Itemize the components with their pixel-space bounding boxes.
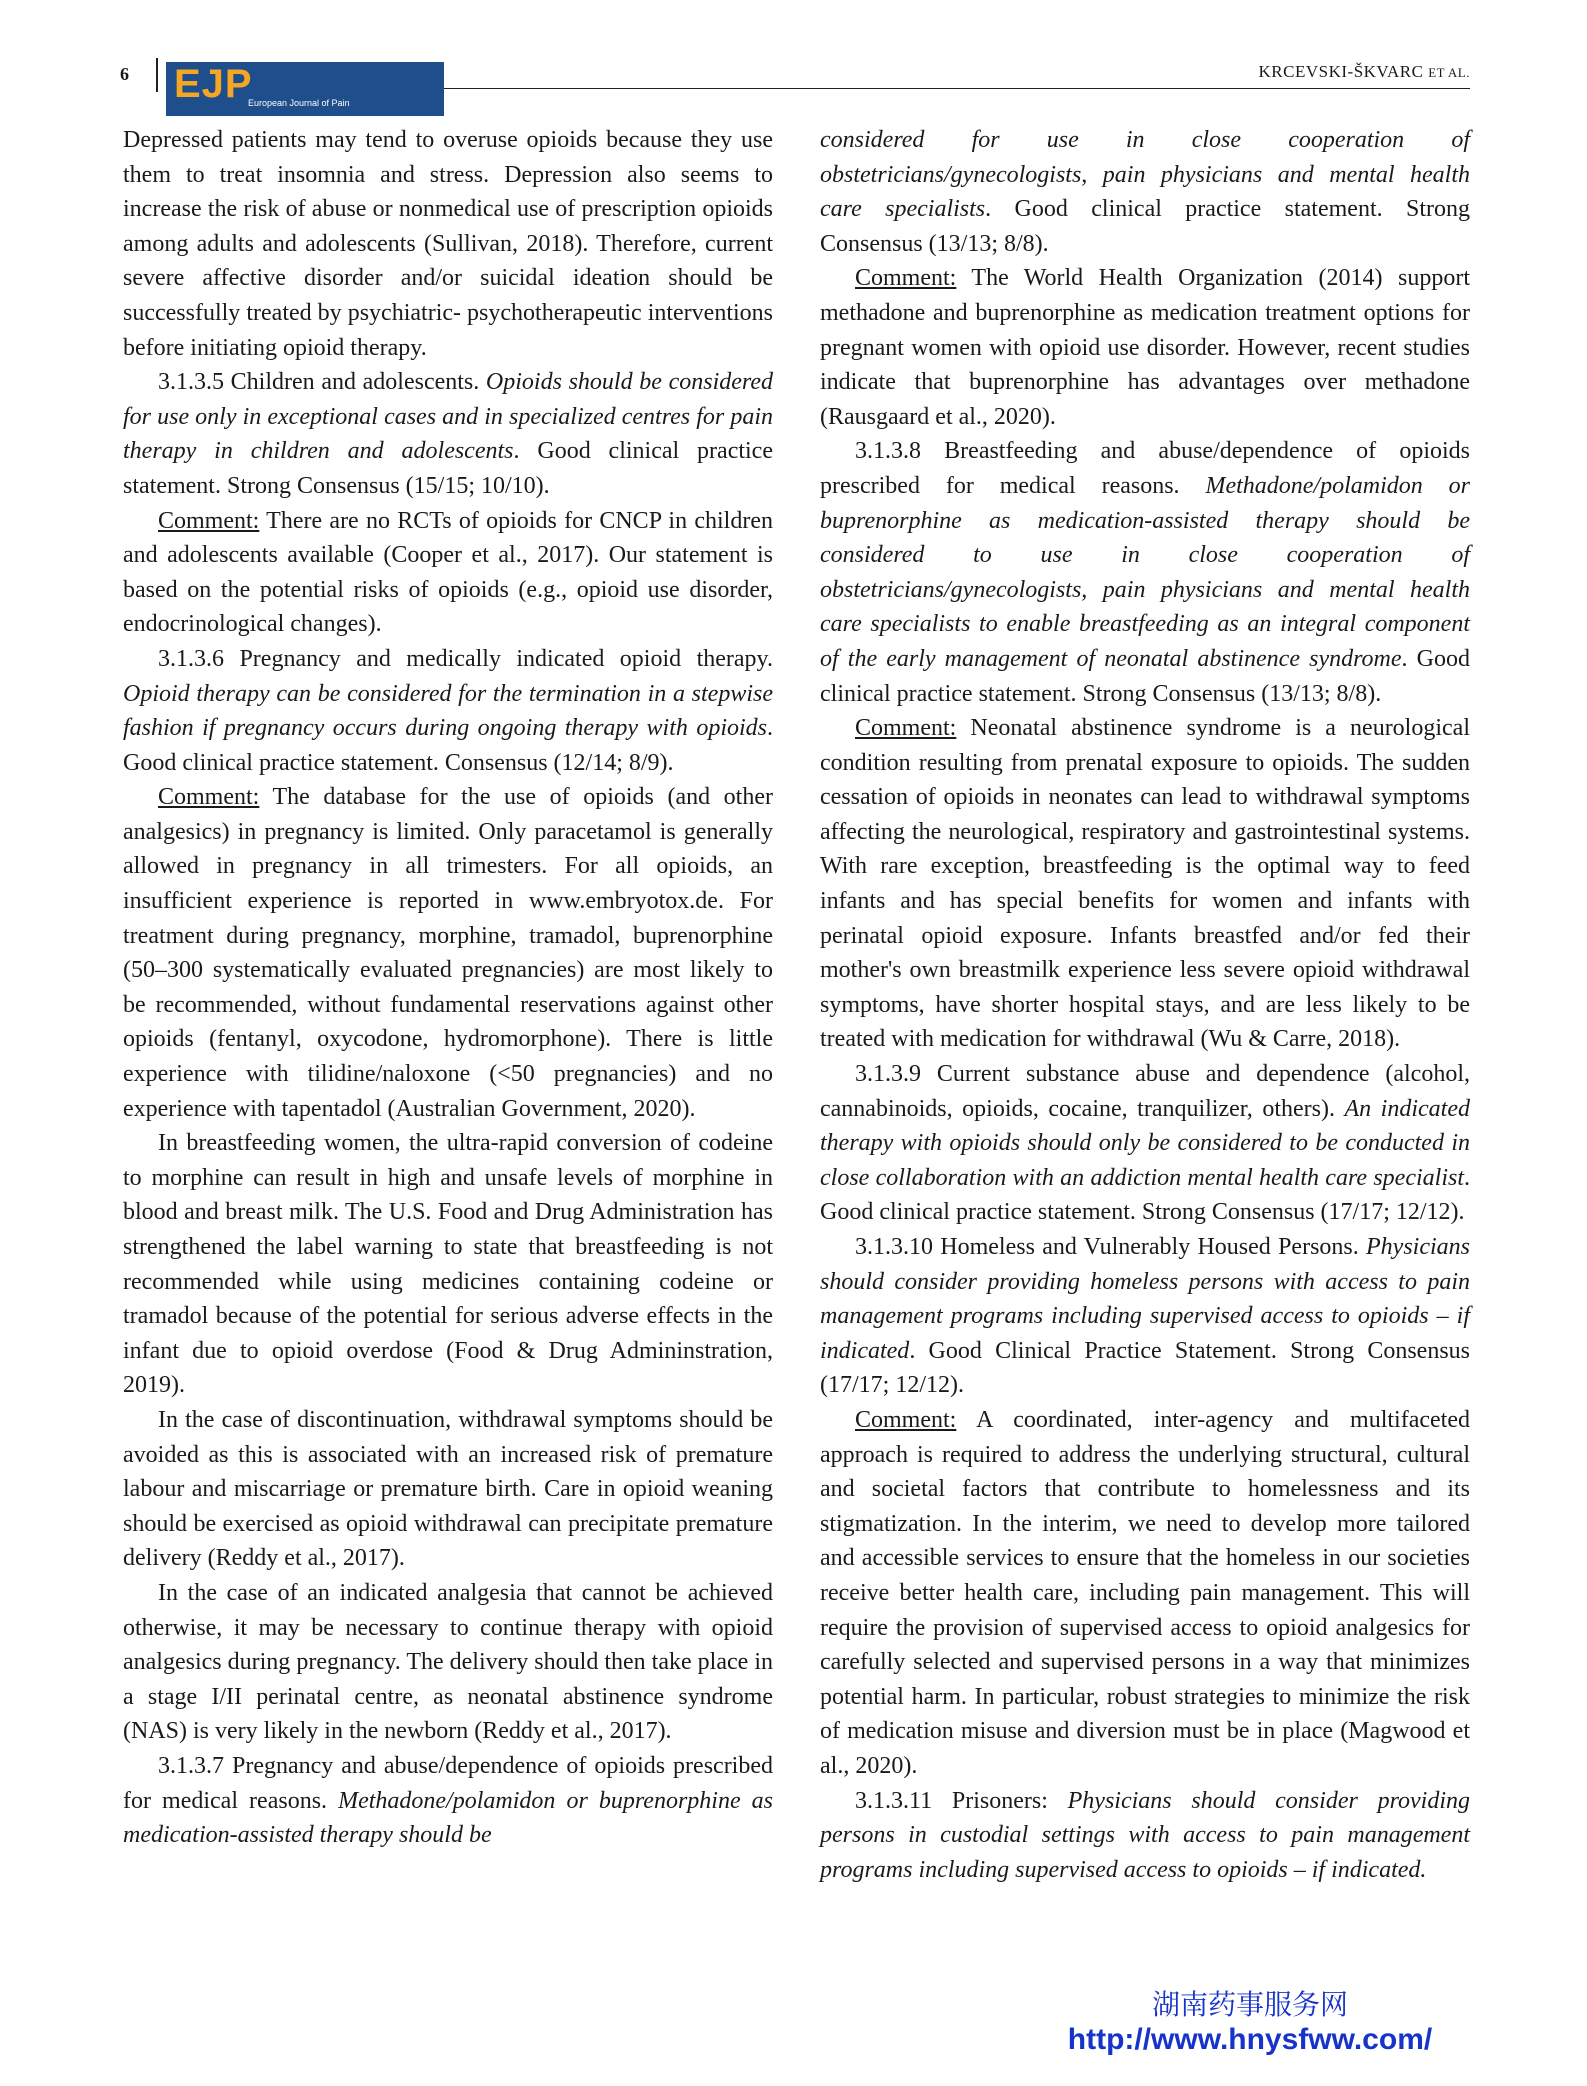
section-3-1-3-6 [123, 642, 773, 780]
comment-paragraph [820, 1403, 1470, 1784]
comment-label: Comment: [158, 784, 260, 811]
paragraph: In the case of an indicated analgesia that cannot be achieved otherwise, it may be necessary to continue therapy with opioid analgesics during pregnancy. The delivery should then take place in a stage I/II perinatal centre, as neonatal abstinence syndrome (NAS) is very likely in the newborn (Reddy et al., 2017). [123, 1579, 773, 1745]
paragraph: In breastfeeding women, the ultra-rapid conversion of codeine to morphine can result in high and unsafe levels of morphine in blood and breast milk. The U.S. Food and Drug Administration has strengthened the label warning to state that breastfeeding is not recommended while using medicines containing codeine or tramadol because of the potential for serious adverse effects in the infant due to opioid overdose (Food & Drug Admininstration, 2019). [123, 1130, 773, 1399]
logo-text: EJP [174, 62, 253, 106]
recommendation-text: considered for use in close cooperation of obstetricians/gynecologists, pain physicians and mental health care specialists [820, 127, 1470, 223]
section-3-1-3-8 [820, 434, 1470, 711]
comment-paragraph [820, 261, 1470, 434]
page-header [120, 58, 1470, 118]
section-3-1-3-10 [820, 1230, 1470, 1403]
recommendation-text: Methadone/polamidon or buprenorphine as medication-assisted therapy should be [123, 1787, 773, 1849]
statement-tail: . Good clinical practice statement. Strong Consensus (13/13; 8/8). [820, 196, 1471, 257]
journal-logo [166, 62, 444, 116]
section-3-1-3-7-continued [820, 123, 1470, 261]
section-heading: 3.1.3.10 Homeless and Vulnerably Housed Persons. [855, 1234, 1367, 1260]
paragraph: Depressed patients may tend to overuse opioids because they use them to treat insomnia and stress. Depression also seems to increase the risk of abuse or nonmedical use of prescription opioids among adults and adolescents (Sullivan, 2018). Therefore, current severe affective disorder and/or suicidal ideation should be successfully treated by psychiatric- psychotherapeutic interventions before initiating opioid therapy. [123, 127, 773, 361]
statement-tail: . Good clinical practice statement. Strong Consensus (15/15; 10/10). [123, 438, 773, 499]
recommendation-text: Physicians should consider providing persons in custodial settings with access to pain management programs including supervised access to opioids – if indicated. [820, 1787, 1471, 1883]
watermark [1040, 1988, 1460, 2058]
left-column [123, 123, 773, 1853]
running-head [1259, 62, 1470, 82]
comment-label: Comment: [855, 1406, 957, 1433]
watermark-url[interactable]: http://www.hnysfww.com/ [1067, 2023, 1433, 2056]
recommendation-text: An indicated therapy with opioids should only be considered to be conducted in close collaboration with an addiction mental health care specialist [820, 1095, 1470, 1191]
page-number: 6 [120, 64, 129, 84]
comment-label: Comment: [855, 265, 957, 292]
statement-tail: . Good Clinical Practice Statement. Strong Consensus (17/17; 12/12). [820, 1337, 1470, 1399]
section-heading: 3.1.3.8 Breastfeeding and abuse/dependence of opioids prescribed for medical reasons. [820, 438, 1470, 499]
paragraph: In the case of discontinuation, withdrawal symptoms should be avoided as this is associated with an increased risk of premature labour and miscarriage or premature birth. Care in opioid weaning should be exercised as opioid withdrawal can precipitate premature delivery (Reddy et al., 2017). [123, 1406, 773, 1572]
right-column [820, 123, 1470, 1887]
comment-text: The World Health Organization (2014) support methadone and buprenorphine as medication treatment options for pregnant women with opioid use disorder. However, recent studies indicate that buprenorphine has advantages over methadone (Rausgaard et al., 2020). [820, 265, 1470, 430]
running-head-suffix: ET AL. [1428, 65, 1470, 80]
comment-paragraph [123, 780, 773, 1126]
statement-tail: . Good clinical practice statement. Strong Consensus (17/17; 12/12). [820, 1164, 1470, 1226]
header-divider [156, 58, 158, 92]
comment-label: Comment: [855, 715, 957, 742]
section-heading: 3.1.3.7 Pregnancy and abuse/dependence of opioids prescribed for medical reasons. [123, 1752, 773, 1814]
section-3-1-3-9 [820, 1057, 1470, 1230]
comment-paragraph [820, 711, 1470, 1057]
section-3-1-3-11 [820, 1784, 1470, 1888]
section-3-1-3-5 [123, 365, 773, 503]
comment-paragraph [123, 504, 773, 642]
section-heading: 3.1.3.6 Pregnancy and medically indicated opioid therapy. [158, 645, 773, 672]
recommendation-text: Physicians should consider providing homeless persons with access to pain management programs including supervised access to opioids – if indicated [820, 1234, 1470, 1364]
section-3-1-3-7 [123, 1749, 773, 1853]
comment-label: Comment: [158, 507, 260, 534]
comment-text: A coordinated, inter-agency and multifaceted approach is required to address the underlying structural, cultural and societal factors that contribute to homelessness and its stigmatization. In the interim, we need to develop more tailored and accessible services to ensure that the homeless in our societies receive better health care, including pain management. This will require the provision of supervised access to opioid analgesics for carefully selected and supervised persons in a way that minimizes potential harm. In particular, robust strategies to minimize the risk of medication misuse and diversion must be in place (Magwood et al., 2020). [820, 1406, 1470, 1779]
statement-tail: . Good clinical practice statement. Strong Consensus (13/13; 8/8). [820, 645, 1470, 707]
recommendation-text: Opioids should be considered for use only in exceptional cases and in specialized centres for pain therapy in children and adolescents [123, 369, 773, 465]
watermark-site-name: 湖南药事服务网 [1151, 1988, 1348, 2021]
statement-tail: . Good clinical practice statement. Consensus (12/14; 8/9). [123, 715, 773, 776]
comment-text: Neonatal abstinence syndrome is a neurological condition resulting from prenatal exposure to opioids. The sudden cessation of opioids in neonates can lead to withdrawal symptoms affecting the neurological, respiratory and gastrointestinal systems. With rare exception, breastfeeding is the optimal way to feed infants and has special benefits for women and infants with perinatal opioid exposure. Infants breastfed and/or fed their mother's own breastmilk experience less severe opioid withdrawal symptoms, have shorter hospital stays, and are less likely to be treated with medication for withdrawal (Wu & Carre, 2018). [820, 715, 1470, 1053]
recommendation-text: Opioid therapy can be considered for the termination in a stepwise fashion if pregnancy occurs during ongoing therapy with opioids [123, 680, 773, 742]
comment-text: There are no RCTs of opioids for CNCP in children and adolescents available (Cooper et al., 2017). Our statement is based on the potential risks of opioids (e.g., opioid use disorder, endocrinological changes). [123, 507, 773, 638]
section-heading: 3.1.3.9 Current substance abuse and dependence (alcohol, cannabinoids, opioids, cocaine, tranquilizer, others). [820, 1061, 1470, 1122]
comment-text: The database for the use of opioids (and other analgesics) in pregnancy is limited. Only paracetamol is generally allowed in pregnancy in all trimesters. For all opioids, an insufficient experience is reported in www.embryotox.de. For treatment during pregnancy, morphine, tramadol, buprenorphine (50–300 systematically evaluated pregnancies) are most likely to be recommended, without fundamental reservations against other opioids (fentanyl, oxycodone, hydromorphone). There is little experience with tilidine/naloxone (<50 pregnancies) and no experience with tapentadol (Australian Government, 2020). [123, 784, 773, 1122]
section-heading: 3.1.3.5 Children and adolescents. [158, 369, 486, 396]
logo-subtitle: European Journal of Pain [248, 98, 350, 108]
running-head-authors: KRCEVSKI-ŠKVARC [1258, 62, 1424, 81]
section-heading: 3.1.3.11 Prisoners: [855, 1787, 1068, 1814]
recommendation-text: Methadone/polamidon or buprenorphine as medication-assisted therapy should be considered to use in close cooperation of obstetricians/gynecologists, pain physicians and mental health care specialists to enable breastfeeding as an integral component of the early management of neonatal abstinence syndrome [820, 472, 1471, 672]
